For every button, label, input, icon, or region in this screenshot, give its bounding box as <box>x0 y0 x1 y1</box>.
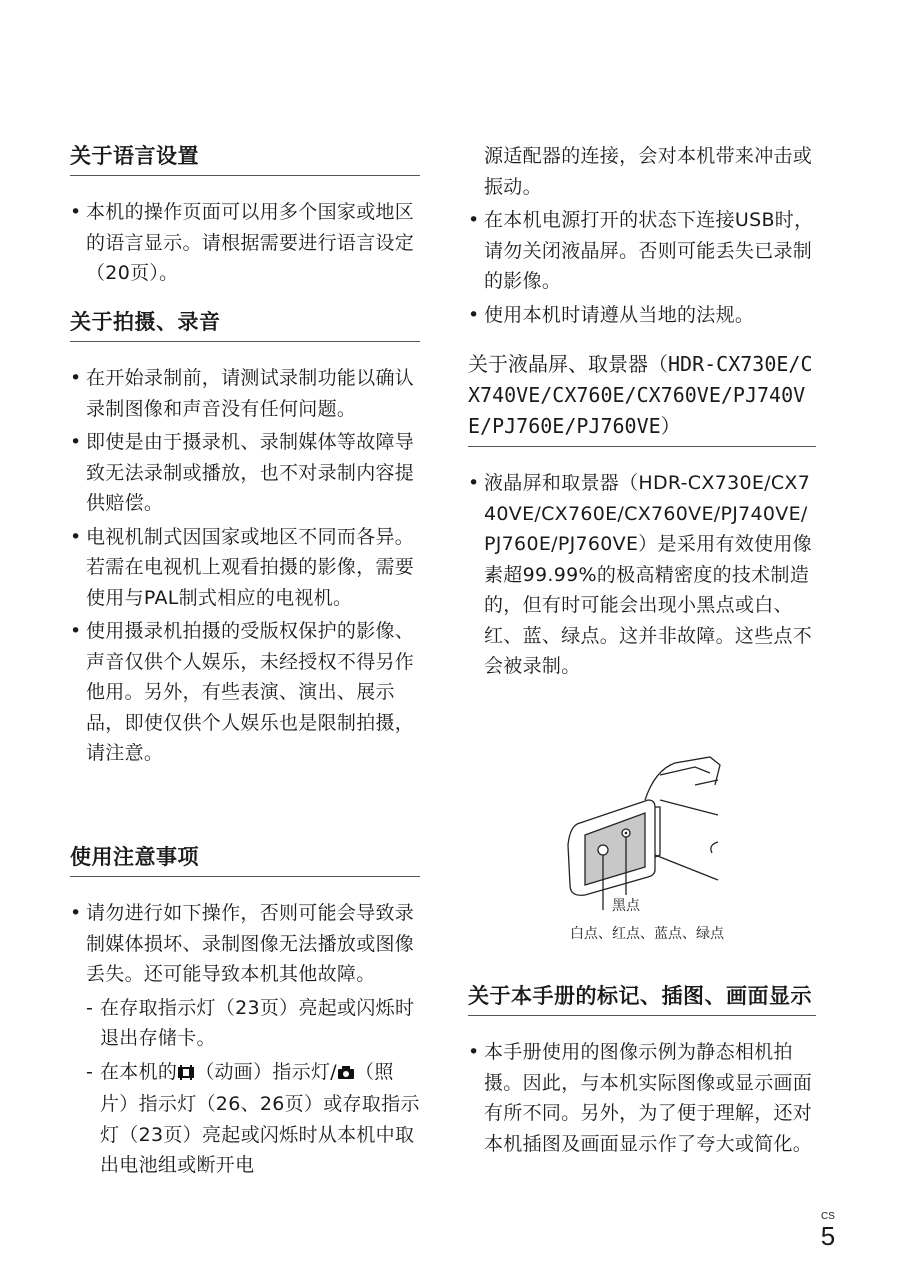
sub-text: （照片）指示灯（26、26页）或存取指示灯（23页）亮起或闪烁时从本机中取出电池组或断开电 <box>100 1060 420 1176</box>
bullet-item: • 本机的操作页面可以用多个国家或地区的语言显示。请根据需要进行语言设定（20页）。 <box>70 197 420 289</box>
page-number-value: 5 <box>820 1221 836 1251</box>
caption-black-dot: 黑点 <box>612 898 640 914</box>
language-code: CS <box>821 1211 835 1222</box>
section-manual-notation <box>468 981 816 1159</box>
movie-icon <box>177 1059 195 1090</box>
bullet-item: • 电视机制式因国家或地区不同而各异。若需在电视机上观看拍摄的影像，需要使用与PAL制式相应的电视机。 <box>70 522 420 614</box>
sub-item <box>70 1057 420 1181</box>
bullet-item: • 使用摄录机拍摄的受版权保护的影像、声音仅供个人娱乐，未经授权不得另作他用。另外，有些表演、演出、展示品，即使仅供个人娱乐也是限制拍摄，请注意。 <box>70 616 420 769</box>
bullet-item: • 液晶屏和取景器（HDR-CX730E/CX740VE/CX760E/CX760VE/PJ740VE/PJ760E/PJ760VE）是采用有效使用像素超99.99%的极高精密度的技术制造的，但有时可能会出现小黑点或白、红、蓝、绿点。这并非故障。这些点不会被录制。 <box>468 468 816 682</box>
bullet-item: • 在开始录制前，请测试录制功能以确认录制图像和声音没有任何问题。 <box>70 363 420 424</box>
bullet-item: • 即使是由于摄录机、录制媒体等故障导致无法录制或播放，也不对录制内容提供赔偿。 <box>70 427 420 519</box>
sub-item: - 在存取指示灯（23页）亮起或闪烁时退出存储卡。 <box>70 993 420 1054</box>
camcorder-lcd-icon <box>560 745 760 910</box>
bullet-item: • 使用本机时请遵从当地的法规。 <box>468 300 816 331</box>
camera-icon <box>337 1059 355 1090</box>
section-heading: 使用注意事项 <box>70 842 420 877</box>
sub-text: （动画）指示灯/ <box>195 1060 338 1083</box>
bullet-item: • 请勿进行如下操作，否则可能会导致录制媒体损坏、录制图像无法播放或图像丢失。还可能导致本机其他故障。 <box>70 898 420 990</box>
section-precautions <box>70 842 420 1181</box>
section-lcd <box>468 349 816 682</box>
camcorder-illustration <box>560 745 760 945</box>
page-number <box>818 1212 838 1250</box>
section-heading: 关于液晶屏、取景器（HDR-CX730E/CX740VE/CX760E/CX760VE/PJ740VE/PJ760E/PJ760VE） <box>468 349 816 447</box>
continued-text <box>468 141 816 330</box>
section-language <box>70 141 420 289</box>
section-heading: 关于语言设置 <box>70 141 420 176</box>
section-recording <box>70 307 420 769</box>
section-heading: 关于本手册的标记、插图、画面显示 <box>468 981 816 1016</box>
paragraph: 源适配器的连接，会对本机带来冲击或振动。 <box>484 145 813 198</box>
caption-color-dots: 白点、红点、蓝点、绿点 <box>570 926 724 942</box>
bullet-item: • 本手册使用的图像示例为静态相机拍摄。因此，与本机实际图像或显示画面有所不同。另外，为了便于理解，还对本机插图及画面显示作了夸大或简化。 <box>468 1037 816 1159</box>
bullet-item: • 在本机电源打开的状态下连接USB时，请勿关闭液晶屏。否则可能丢失已录制的影像。 <box>468 205 816 297</box>
sub-text: 在本机的 <box>100 1060 178 1083</box>
section-heading: 关于拍摄、录音 <box>70 307 420 342</box>
